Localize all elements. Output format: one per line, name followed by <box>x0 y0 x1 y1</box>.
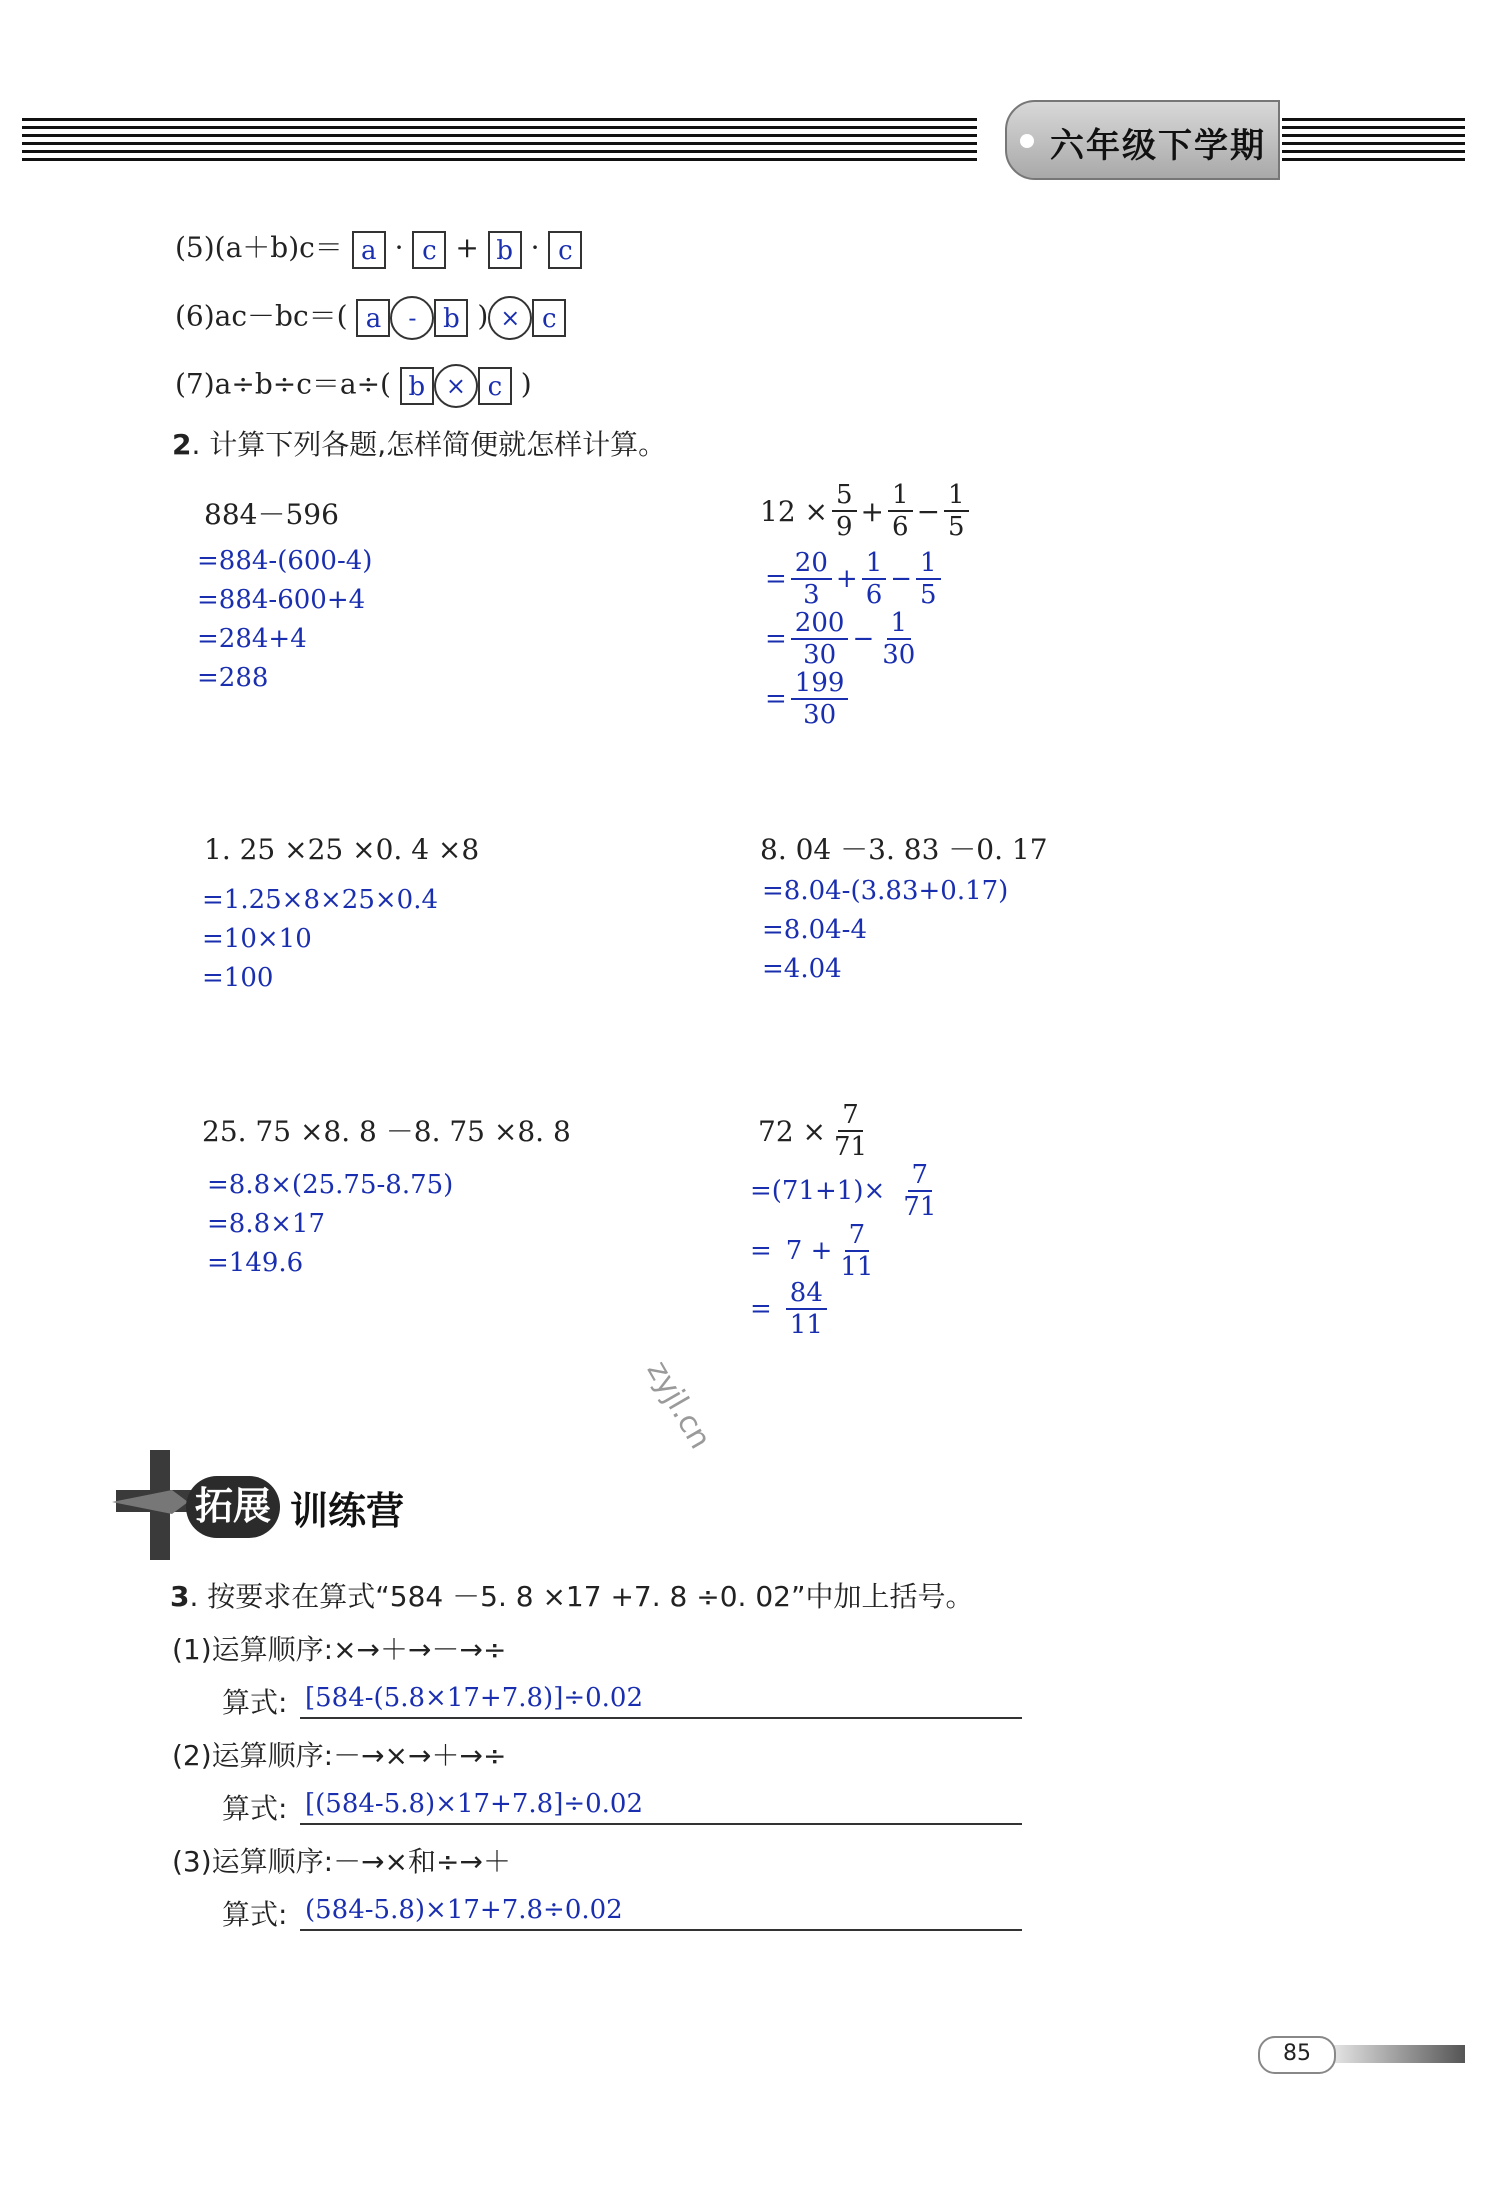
p6-step-2 <box>750 1220 881 1282</box>
circle-op: × <box>488 296 532 340</box>
q3-answer: (584-5.8)×17+7.8÷0.02 <box>305 1895 623 1925</box>
q3-formula-label: 算式: <box>222 1898 288 1931</box>
page-number: 85 <box>1258 2036 1336 2074</box>
tab-dot-icon <box>1020 134 1034 148</box>
answer-underline <box>300 1717 1022 1719</box>
denominator: 5 <box>948 512 965 542</box>
eq: = <box>765 684 787 714</box>
q3-number: 3 <box>170 1580 190 1613</box>
p1-expression: 884－596 <box>204 498 339 531</box>
p1-step: =884-600+4 <box>197 585 366 615</box>
eq: = <box>750 1236 772 1266</box>
watermark: zyjl.cn <box>639 1355 718 1455</box>
item7-prefix: (7)a÷b÷c＝a÷( <box>175 367 391 401</box>
p6-expression <box>758 1100 875 1162</box>
q3-formula-label: 算式: <box>222 1686 288 1719</box>
box-c: c <box>412 231 446 269</box>
p5-expression: 25. 75 ×8. 8 －8. 75 ×8. 8 <box>202 1115 571 1148</box>
dot-op: · <box>394 231 404 264</box>
numerator: 5 <box>832 480 857 512</box>
box-a: a <box>356 299 390 337</box>
step-num: 7 + <box>785 1236 833 1266</box>
numerator: 7 <box>845 1220 870 1252</box>
box-b: b <box>400 367 434 405</box>
numerator: 1 <box>944 480 969 512</box>
denominator: 6 <box>865 580 883 610</box>
p5-step: =8.8×17 <box>207 1209 326 1239</box>
q1-item-7 <box>175 364 532 408</box>
banner-badge: 拓展 <box>186 1476 280 1538</box>
p5-step: =8.8×(25.75-8.75) <box>207 1170 454 1200</box>
box-b: b <box>434 299 468 337</box>
p3-expression: 1. 25 ×25 ×0. 4 ×8 <box>204 833 480 866</box>
numerator: 84 <box>786 1278 827 1310</box>
p4-step: =8.04-(3.83+0.17) <box>762 876 1009 906</box>
numerator: 7 <box>908 1160 933 1192</box>
p1-step: =284+4 <box>197 624 307 654</box>
q2-title-text: . 计算下列各题,怎样简便就怎样计算。 <box>191 428 667 461</box>
numerator: 20 <box>791 548 832 580</box>
p3-step: =10×10 <box>202 924 312 954</box>
close-paren: ) <box>477 299 489 333</box>
denominator: 30 <box>803 700 837 730</box>
fraction <box>830 1100 871 1162</box>
numerator: 1 <box>887 608 912 640</box>
fraction <box>832 480 857 542</box>
op: − <box>852 624 875 654</box>
q3-order: (2)运算顺序:－→×→＋→÷ <box>172 1739 507 1772</box>
denominator: 3 <box>803 580 820 610</box>
box-c: c <box>478 367 512 405</box>
denominator: 9 <box>836 512 853 542</box>
denominator: 11 <box>840 1252 874 1282</box>
box-c: c <box>532 299 566 337</box>
numerator: 1 <box>916 548 941 580</box>
fraction <box>791 548 832 610</box>
q3-formula-label: 算式: <box>222 1792 288 1825</box>
numerator: 1 <box>888 480 913 512</box>
numerator: 200 <box>791 608 849 640</box>
box-b: b <box>488 231 522 269</box>
op: + <box>835 564 858 594</box>
denominator: 6 <box>892 512 909 542</box>
fraction <box>791 668 849 730</box>
numerator: 1 <box>862 548 887 580</box>
p2-step-3 <box>765 668 852 730</box>
plus-op: + <box>455 231 479 264</box>
numerator: 7 <box>838 1100 863 1132</box>
fraction <box>916 548 941 610</box>
denominator: 30 <box>803 640 837 670</box>
p1-step: =288 <box>197 663 269 693</box>
numerator: 199 <box>791 668 849 700</box>
p2-step-1 <box>765 548 945 610</box>
denominator: 30 <box>882 640 916 670</box>
fraction <box>899 1160 940 1222</box>
q3-order: (1)运算顺序:×→＋→－→÷ <box>172 1633 507 1666</box>
q3-title <box>170 1577 973 1617</box>
denominator: 5 <box>920 580 937 610</box>
box-a: a <box>352 231 386 269</box>
p4-step: =4.04 <box>762 954 842 984</box>
close-paren: ) <box>520 367 532 401</box>
denominator: 71 <box>834 1132 868 1162</box>
q3-answer: [(584-5.8)×17+7.8]÷0.02 <box>305 1789 644 1819</box>
page-number-bar <box>1330 2045 1465 2063</box>
eq: = <box>750 1294 772 1324</box>
p6-step-3 <box>750 1278 831 1340</box>
answer-underline <box>300 1929 1022 1931</box>
grade-tab-label: 六年级下学期 <box>1050 126 1266 166</box>
p2-lead: 12 × <box>760 494 828 528</box>
q3-title-text: . 按要求在算式“584 －5. 8 ×17 +7. 8 ÷0. 02”中加上括号。 <box>189 1580 974 1613</box>
p6-lead: 72 × <box>758 1114 826 1148</box>
header-rule-right <box>1282 118 1465 164</box>
fraction <box>944 480 969 542</box>
item5-prefix: (5)(a＋b)c＝ <box>175 231 343 264</box>
p4-expression: 8. 04 －3. 83 －0. 17 <box>760 833 1048 866</box>
answer-underline <box>300 1823 1022 1825</box>
header-rule-left <box>22 118 977 164</box>
circle-op: × <box>434 364 478 408</box>
q2-number: 2 <box>172 428 192 461</box>
p2-step-2 <box>765 608 923 670</box>
p3-step: =1.25×8×25×0.4 <box>202 885 439 915</box>
step-text: =(71+1)× <box>750 1176 886 1206</box>
fraction <box>791 608 849 670</box>
q1-item-6 <box>175 296 566 340</box>
circle-op: - <box>390 296 434 340</box>
fraction <box>786 1278 827 1340</box>
banner-title: 训练营 <box>290 1489 405 1533</box>
q3-answer: [584-(5.8×17+7.8)]÷0.02 <box>305 1683 644 1713</box>
eq: = <box>765 564 787 594</box>
fraction <box>836 1220 877 1282</box>
q3-order: (3)运算顺序:－→×和÷→＋ <box>172 1845 511 1878</box>
q2-title <box>172 425 666 465</box>
p1-step: =884-(600-4) <box>197 546 373 576</box>
op: − <box>890 564 913 594</box>
item6-prefix: (6)ac－bc＝( <box>175 299 348 333</box>
fraction <box>878 608 919 670</box>
fraction <box>862 548 887 610</box>
p2-expression <box>760 480 973 542</box>
op: − <box>916 494 941 528</box>
p4-step: =8.04-4 <box>762 915 868 945</box>
box-c: c <box>548 231 582 269</box>
eq: = <box>765 624 787 654</box>
fraction <box>888 480 913 542</box>
dot-op: · <box>530 231 540 264</box>
q1-item-5 <box>175 228 582 269</box>
op: + <box>860 494 885 528</box>
p6-step-1 <box>750 1160 944 1222</box>
p3-step: =100 <box>202 963 274 993</box>
p5-step: =149.6 <box>207 1248 304 1278</box>
denominator: 11 <box>789 1310 823 1340</box>
denominator: 71 <box>903 1192 937 1222</box>
